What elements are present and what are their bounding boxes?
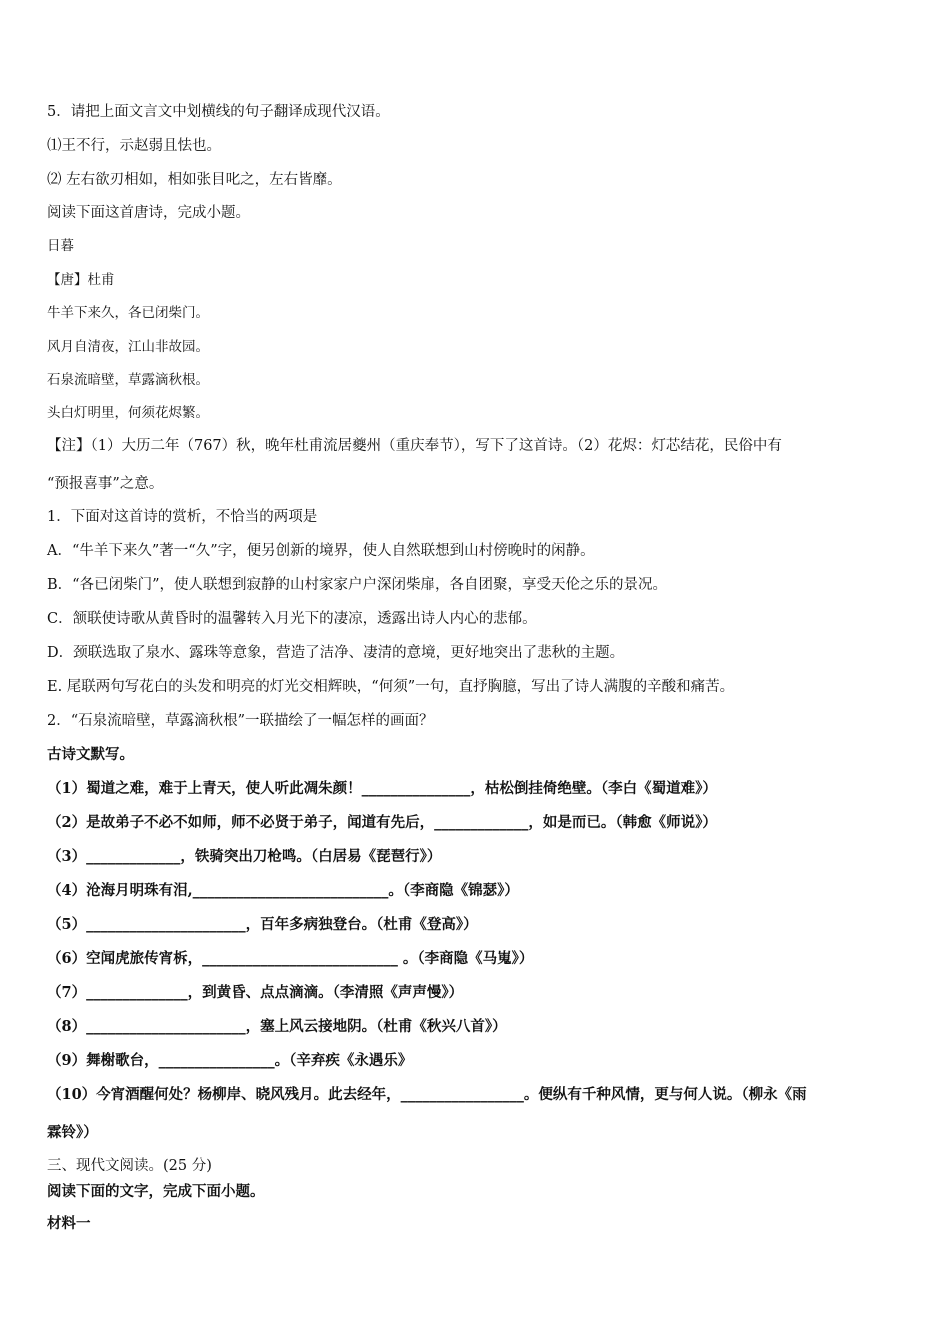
dictation-item: （6）空闻虎旅传宵柝，___________________________ 。（李商隐《马嵬》）: [47, 950, 534, 967]
section-heading: 三、现代文阅读。(25 分): [47, 1158, 212, 1174]
poem-author: 【唐】杜甫: [47, 272, 115, 288]
dictation-item: （2）是故弟子不必不如师，师不必贤于弟子，闻道有先后，_____________，如是而已。（韩愈《师说》）: [47, 814, 717, 831]
dictation-item: （10）今宵酒醒何处？杨柳岸、晓风残月。此去经年，_________________。便纵有千种风情，更与何人说。（柳永《雨: [47, 1086, 807, 1103]
dictation-item: （7）______________，到黄昏、点点滴滴。（李清照《声声慢》）: [47, 984, 464, 1001]
poem-line: 牛羊下来久，各已闭柴门。: [47, 305, 209, 321]
q5-item-2: ⑵ 左右欲刃相如，相如张目叱之，左右皆靡。: [47, 172, 342, 188]
q5-prompt: 5．请把上面文言文中划横线的句子翻译成现代汉语。: [47, 104, 390, 120]
dictation-item: （3）_____________，铁骑突出刀枪鸣。（白居易《琵琶行》）: [47, 848, 442, 865]
q1-option-d: D．颈联选取了泉水、露珠等意象，营造了洁净、凄清的意境，更好地突出了悲秋的主题。: [47, 645, 625, 661]
dictation-heading: 古诗文默写。: [47, 746, 134, 763]
q1-option-b: B．“各已闭柴门”，使人联想到寂静的山村家家户户深闭柴扉，各自团聚，享受天伦之乐的景况。: [47, 577, 667, 593]
dictation-item: （4）沧海月明珠有泪,___________________________。（李商隐《锦瑟》）: [47, 882, 519, 899]
dictation-item: （5）______________________，百年多病独登台。（杜甫《登高》）: [47, 916, 478, 933]
poem-title: 日暮: [47, 238, 74, 254]
poem-line: 头白灯明里，何须花烬繁。: [47, 405, 209, 421]
q5-item-1: ⑴王不行，示赵弱且怯也。: [47, 138, 221, 154]
note-line-2: “预报喜事”之意。: [47, 476, 164, 492]
material-label: 材料一: [47, 1215, 91, 1232]
q2-prompt: 2．“石泉流暗壁，草露滴秋根”一联描绘了一幅怎样的画面？: [47, 713, 434, 729]
poem-line: 石泉流暗壁，草露滴秋根。: [47, 372, 209, 388]
dictation-item-continuation: 霖铃》）: [47, 1124, 98, 1141]
q1-prompt: 1．下面对这首诗的赏析，不恰当的两项是: [47, 509, 318, 525]
poem-intro: 阅读下面这首唐诗，完成小题。: [47, 205, 250, 221]
q1-option-e: E. 尾联两句写花白的头发和明亮的灯光交相辉映，“何须”一句，直抒胸臆，写出了诗人满腹的辛酸和痛苦。: [47, 679, 735, 695]
dictation-item: （8）______________________，塞上风云接地阴。（杜甫《秋兴八首》）: [47, 1018, 507, 1035]
q1-option-c: C．颔联使诗歌从黄昏时的温馨转入月光下的凄凉，透露出诗人内心的悲郁。: [47, 611, 537, 627]
q1-option-a: A．“牛羊下来久”著一“久”字，便另创新的境界，使人自然联想到山村傍晚时的闲静。: [47, 543, 595, 559]
note-line-1: 【注】（1）大历二年（767）秋，晚年杜甫流居夔州（重庆奉节），写下了这首诗。（2）花烬：灯芯结花，民俗中有: [47, 438, 782, 454]
section-intro: 阅读下面的文字，完成下面小题。: [47, 1183, 265, 1200]
poem-line: 风月自清夜，江山非故园。: [47, 339, 209, 355]
dictation-item: （1）蜀道之难，难于上青天，使人听此凋朱颜！_______________，枯松倒挂倚绝壁。（李白《蜀道难》）: [47, 780, 717, 797]
dictation-item: （9）舞榭歌台，________________。（辛弃疾《永遇乐》: [47, 1052, 413, 1069]
